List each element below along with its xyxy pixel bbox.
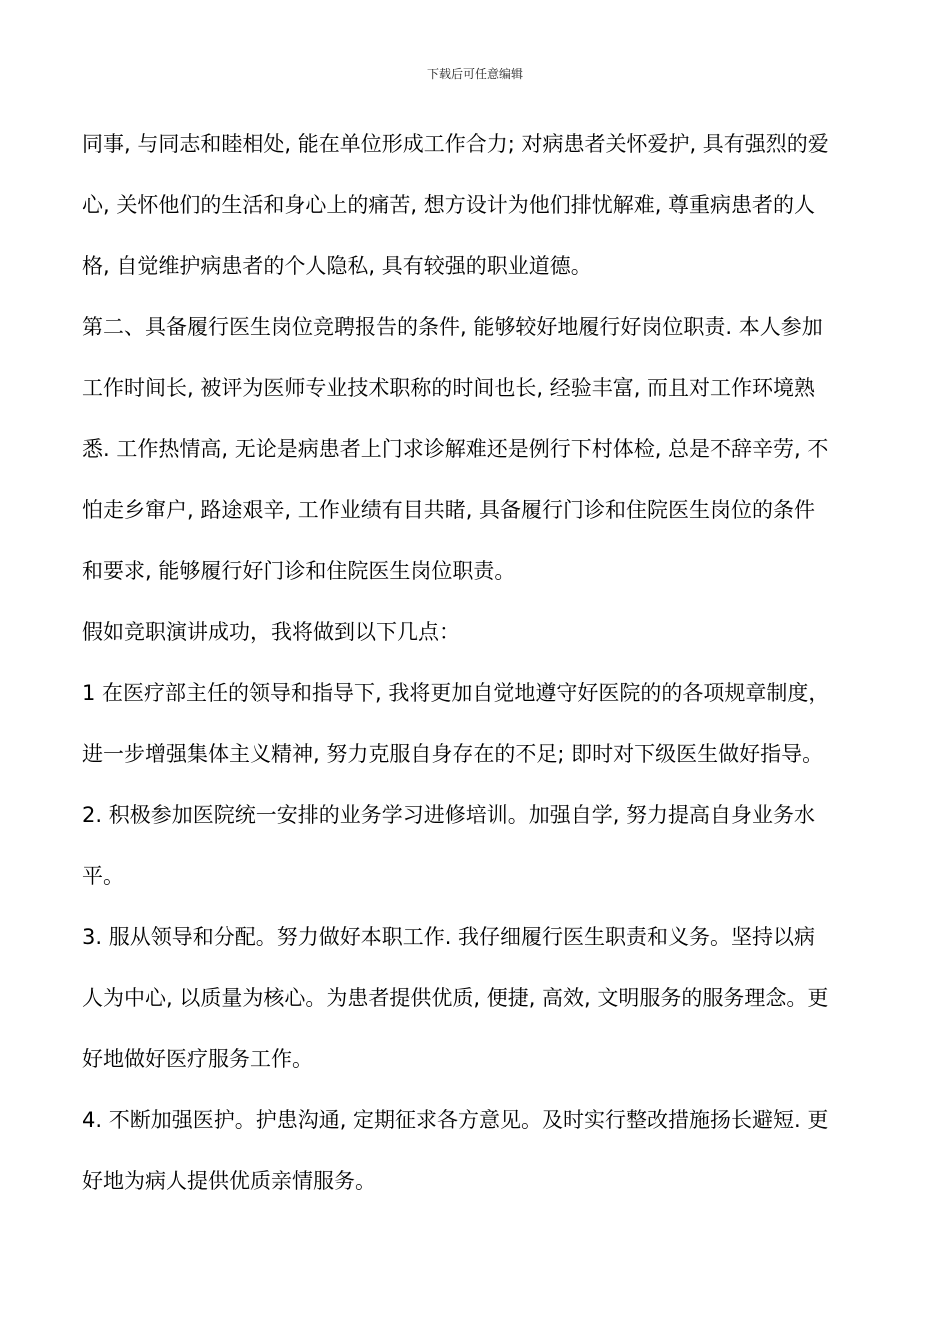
text-line: 工作时间长, 被评为医师专业技术职称的时间也长, 经验丰富, 而且对工作环境熟	[82, 376, 816, 400]
text-line: 好地做好医疗服务工作。	[82, 1047, 313, 1071]
text-line: 和要求, 能够履行好门诊和住院医生岗位职责。	[82, 559, 516, 583]
text-line: 悉. 工作热情高, 无论是病患者上门求诊解难还是例行下村体检, 总是不辞辛劳, 不	[82, 437, 829, 461]
text-line: 心, 关怀他们的生活和身心上的痛苦, 想方设计为他们排忧解难, 尊重病患者的人	[82, 193, 816, 217]
text-line: 同事, 与同志和睦相处, 能在单位形成工作合力; 对病患者关怀爱护, 具有强烈的爱	[82, 132, 829, 156]
paragraph-second-point	[82, 297, 872, 602]
paragraph-colleagues	[82, 114, 872, 297]
text-line: 好地为病人提供优质亲情服务。	[82, 1169, 376, 1193]
text-line: 4. 不断加强医护。护患沟通, 定期征求各方意见。及时实行整改措施扬长避短. 更	[82, 1108, 829, 1132]
page-header: 下载后可任意编辑	[426, 67, 523, 81]
text-line: 怕走乡窜户, 路途艰辛, 工作业绩有目共睹, 具备履行门诊和住院医生岗位的条件	[82, 498, 816, 522]
text-line: 假如竞职演讲成功，我将做到以下几点：	[82, 620, 460, 644]
paragraph-goal-1	[82, 663, 872, 785]
paragraph-goal-2	[82, 785, 872, 907]
paragraph-intro-goals	[82, 602, 872, 663]
text-line: 进一步增强集体主义精神, 努力克服自身存在的不足; 即时对下级医生做好指导。	[82, 742, 824, 766]
text-line: 第二、具备履行医生岗位竞聘报告的条件, 能够较好地履行好岗位职责. 本人参加	[82, 315, 823, 339]
text-line: 2. 积极参加医院统一安排的业务学习进修培训。加强自学, 努力提高自身业务水	[82, 803, 816, 827]
text-line: 3. 服从领导和分配。努力做好本职工作. 我仔细履行医生职责和义务。坚持以病	[82, 925, 816, 949]
document-body	[82, 114, 872, 1212]
paragraph-goal-3	[82, 907, 872, 1090]
text-line: 格, 自觉维护病患者的个人隐私, 具有较强的职业道德。	[82, 254, 592, 278]
paragraph-goal-4	[82, 1090, 872, 1212]
text-line: 1 在医疗部主任的领导和指导下, 我将更加自觉地遵守好医院的的各项规章制度，	[82, 681, 830, 705]
text-line: 平。	[82, 864, 124, 888]
text-line: 人为中心, 以质量为核心。为患者提供优质, 便捷, 高效, 文明服务的服务理念。更	[82, 986, 829, 1010]
